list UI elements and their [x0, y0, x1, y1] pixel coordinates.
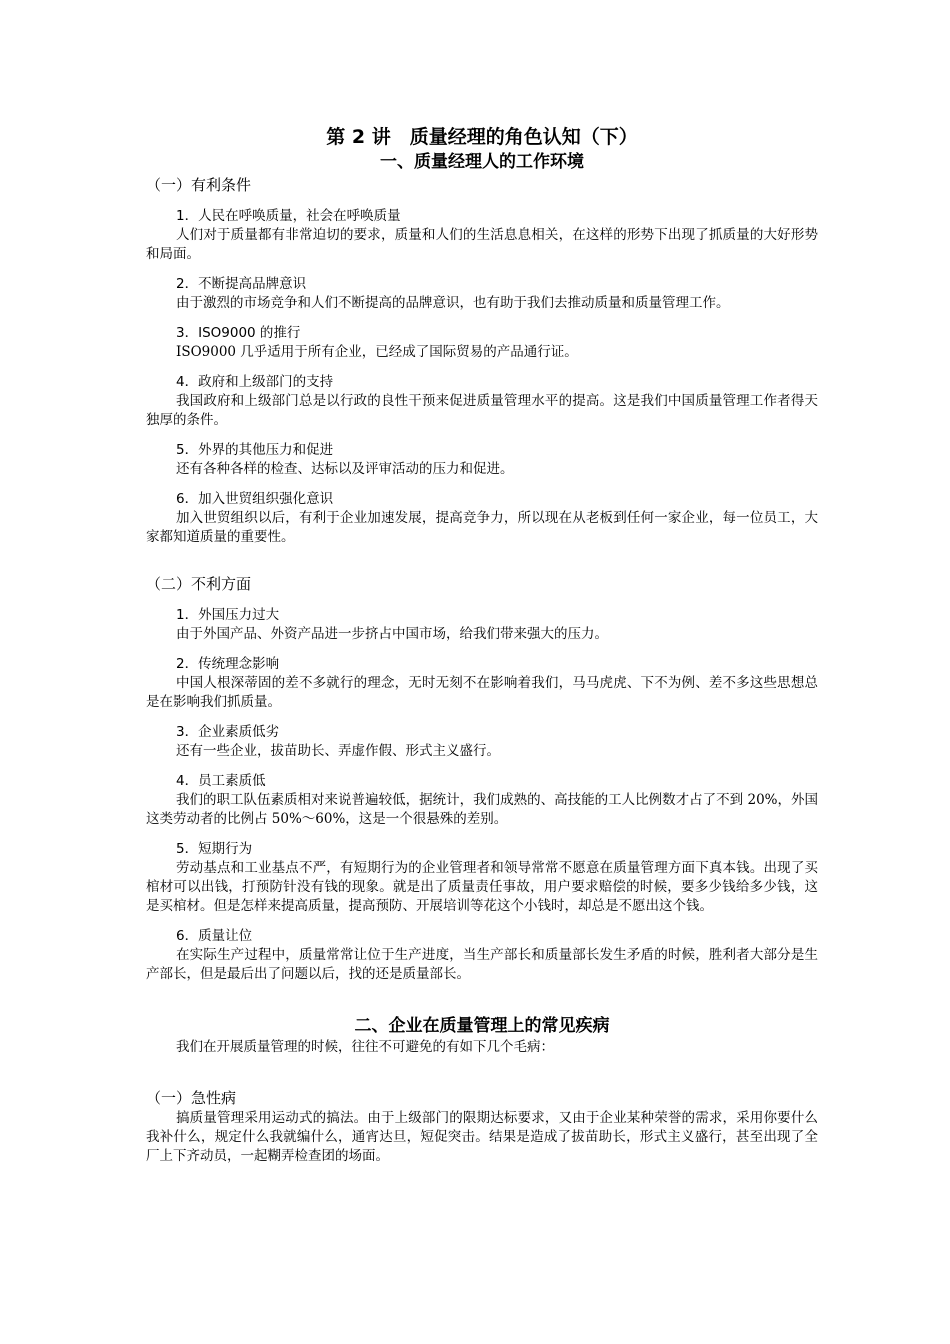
item-heading: 5．短期行为	[176, 841, 253, 857]
item-text: 加入世贸组织以后，有利于企业加速发展，提高竞争力，所以现在从老板到任何一家企业，每一位员工，大家都知道质量的重要性。	[146, 510, 818, 545]
item-text: 劳动基点和工业基点不严，有短期行为的企业管理者和领导常常不愿意在质量管理方面下真本钱。出现了买棺材可以出钱，打预防针没有钱的现象。就是出了质量责任事故，用户要求赔偿的时候，要多少钱给多少钱，这是买棺材。但是怎样来提高质量，提高预防、开展培训等花这个小钱时，却总是不愿出这个钱。	[146, 860, 818, 914]
section-1-title: 一、质量经理人的工作环境	[380, 152, 584, 172]
item-text: 由于外国产品、外资产品进一步挤占中国市场，给我们带来强大的压力。	[176, 626, 608, 642]
list-item	[146, 441, 818, 479]
list-item	[146, 655, 818, 712]
item-heading: 2．不断提高品牌意识	[176, 276, 307, 292]
group-favorable-conditions	[146, 174, 818, 547]
list-item	[146, 723, 818, 761]
item-heading: 5．外界的其他压力和促进	[176, 442, 334, 458]
item-text: 还有一些企业，拔苗助长、弄虚作假、形式主义盛行。	[176, 743, 500, 759]
group-heading: （一）有利条件	[146, 176, 252, 194]
list-item	[146, 490, 818, 547]
group-unfavorable-aspects	[146, 573, 818, 984]
list-item	[146, 840, 818, 916]
group-text: 搞质量管理采用运动式的搞法。由于上级部门的限期达标要求，又由于企业某种荣誉的需求，采用你要什么我补什么，规定什么我就编什么，通宵达旦，短促突击。结果是造成了拔苗助长，形式主义盛行，甚至出现了全厂上下齐动员，一起糊弄检查团的场面。	[146, 1110, 818, 1164]
group-acute-disease	[146, 1087, 818, 1166]
item-heading: 4．员工素质低	[176, 773, 266, 789]
section-2-intro: 我们在开展质量管理的时候，往往不可避免的有如下几个毛病：	[176, 1039, 554, 1055]
item-text: 我国政府和上级部门总是以行政的良性干预来促进质量管理水平的提高。这是我们中国质量管理工作者得天独厚的条件。	[146, 393, 818, 428]
item-heading: 2．传统理念影响	[176, 656, 280, 672]
item-heading: 6．质量让位	[176, 928, 253, 944]
item-text: 我们的职工队伍素质相对来说普遍较低，据统计，我们成熟的、高技能的工人比例数才占了不到 20%，外国这类劳动者的比例占 50%～60%，这是一个很悬殊的差别。	[146, 792, 818, 827]
list-item	[146, 927, 818, 984]
item-text: 由于激烈的市场竞争和人们不断提高的品牌意识，也有助于我们去推动质量和质量管理工作。	[176, 295, 730, 311]
item-heading: 6．加入世贸组织强化意识	[176, 491, 334, 507]
list-item	[146, 324, 818, 362]
item-heading: 1．人民在呼唤质量，社会在呼唤质量	[176, 208, 401, 224]
item-text: 人们对于质量都有非常迫切的要求，质量和人们的生活息息相关，在这样的形势下出现了抓质量的大好形势和局面。	[146, 227, 818, 262]
list-item	[146, 207, 818, 264]
item-text: 中国人根深蒂固的差不多就行的理念，无时无刻不在影响着我们，马马虎虎、下不为例、差不多这些思想总是在影响我们抓质量。	[146, 675, 818, 710]
item-text: ISO9000 几乎适用于所有企业，已经成了国际贸易的产品通行证。	[176, 344, 578, 360]
group-heading: （一）急性病	[146, 1089, 237, 1107]
item-heading: 4．政府和上级部门的支持	[176, 374, 334, 390]
list-item	[146, 275, 818, 313]
lecture-title: 第 2 讲 质量经理的角色认知（下）	[326, 126, 638, 148]
item-text: 还有各种各样的检查、达标以及评审活动的压力和促进。	[176, 461, 514, 477]
section-2-title: 二、企业在质量管理上的常见疾病	[354, 1016, 610, 1036]
item-heading: 3．企业素质低劣	[176, 724, 280, 740]
document-content	[146, 124, 818, 1166]
group-heading: （二）不利方面	[146, 575, 252, 593]
item-text: 在实际生产过程中，质量常常让位于生产进度，当生产部长和质量部长发生矛盾的时候，胜利者大部分是生产部长，但是最后出了问题以后，找的还是质量部长。	[146, 947, 818, 982]
list-item	[146, 772, 818, 829]
list-item	[146, 373, 818, 430]
item-heading: 3．ISO9000 的推行	[176, 325, 301, 341]
item-heading: 1．外国压力过大	[176, 607, 280, 623]
list-item	[146, 606, 818, 644]
